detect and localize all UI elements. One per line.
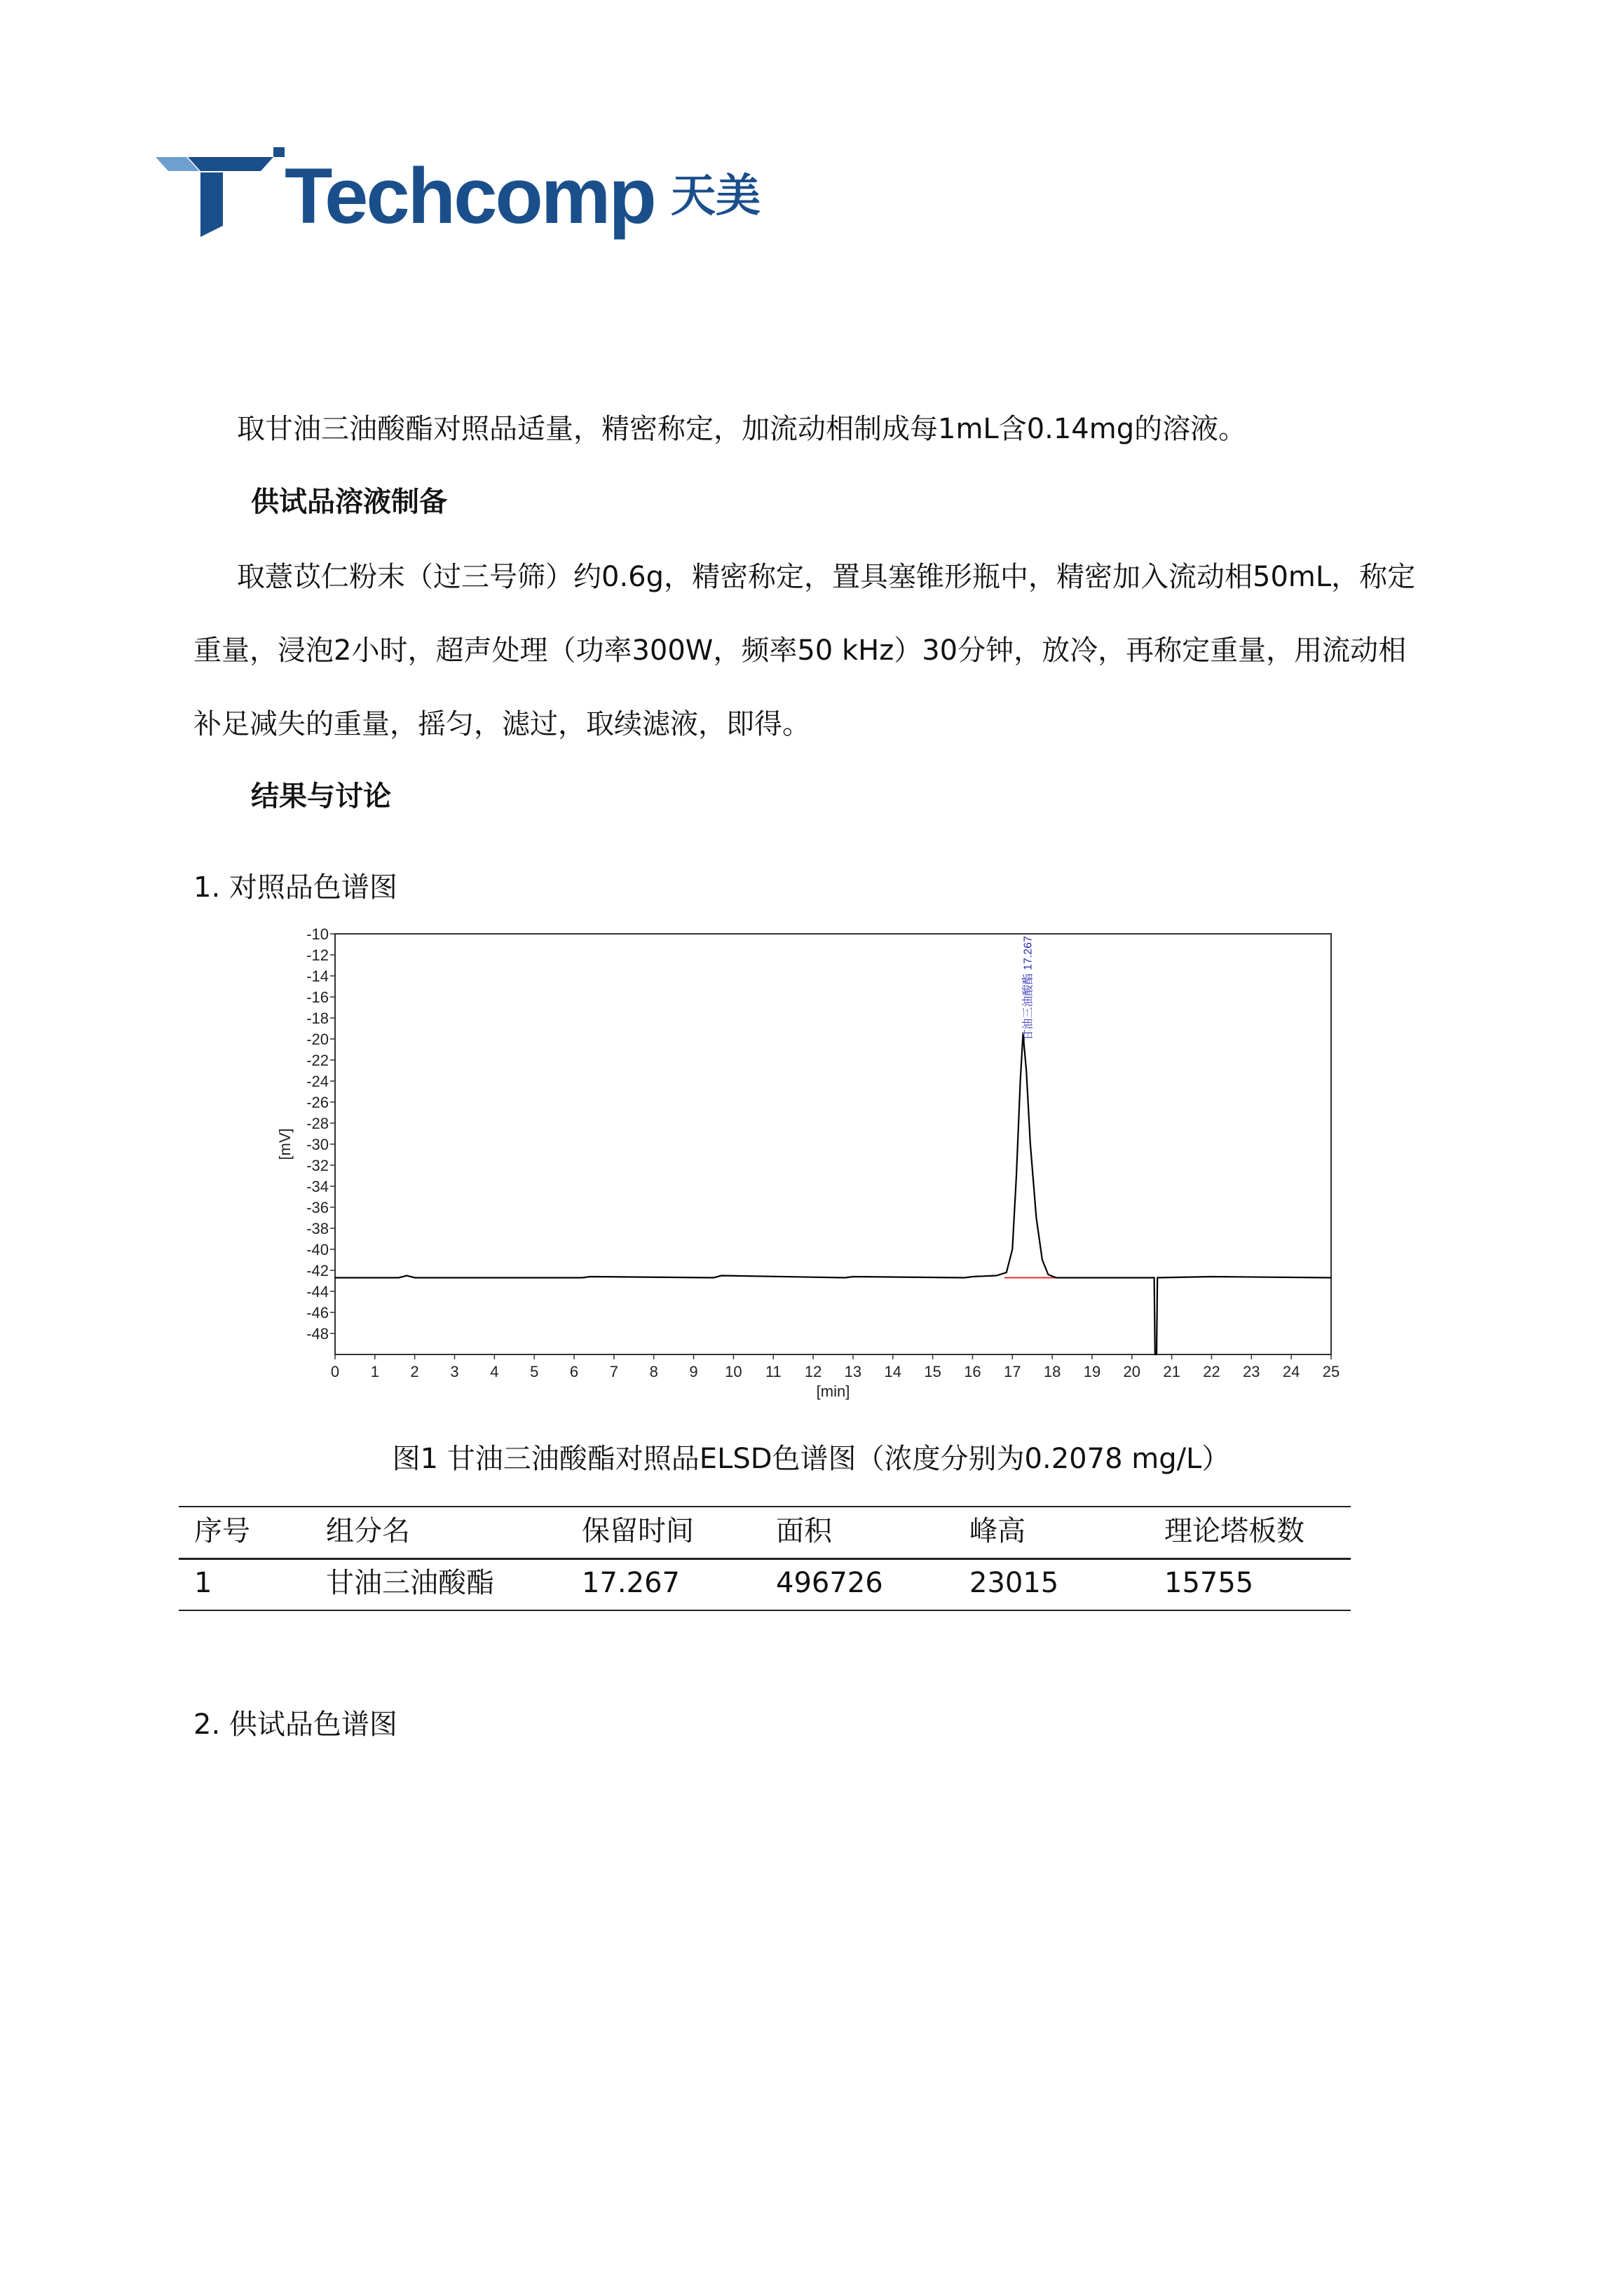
y-tick-label: -42	[306, 1262, 329, 1279]
table-cell: 甘油三油酸酯	[326, 1567, 494, 1599]
results-table	[179, 1506, 1351, 1610]
table-header-cell: 理论塔板数	[1164, 1515, 1304, 1547]
heading-sample-prep: 供试品溶液制备	[251, 486, 447, 518]
heading-results: 结果与讨论	[251, 780, 391, 813]
table-header-cell: 序号	[194, 1515, 250, 1547]
x-tick-label: 20	[1123, 1363, 1141, 1380]
y-tick-label: -24	[306, 1073, 329, 1090]
x-tick-label: 12	[804, 1363, 822, 1380]
paragraph-reference-prep: 取甘油三油酸酯对照品适量，精密称定，加流动相制成每1mL含0.14mg的溶液。	[237, 413, 1247, 445]
table-cell: 496726	[776, 1567, 883, 1599]
x-tick-label: 2	[410, 1363, 419, 1380]
logo-chinese: 天美	[671, 170, 761, 222]
x-tick-label: 0	[330, 1363, 340, 1380]
techcomp-logo	[156, 147, 786, 245]
table-header-cell: 峰高	[969, 1515, 1025, 1547]
y-tick-label: -34	[306, 1178, 329, 1195]
x-tick-label: 6	[569, 1363, 579, 1380]
table-body	[179, 1558, 1351, 1610]
x-tick-label: 15	[924, 1363, 941, 1380]
paragraph-sample-line2: 重量，浸泡2小时，超声处理（功率300W，频率50 kHz）30分钟，放冷，再称定重量，用流动相	[193, 634, 1407, 667]
x-tick-label: 7	[609, 1363, 619, 1380]
y-tick-label: -10	[306, 925, 329, 943]
chromatogram-chart	[278, 925, 1357, 1409]
techcomp-logo-mark-icon	[156, 147, 285, 238]
plot-frame	[335, 934, 1331, 1354]
table-cell: 17.267	[582, 1567, 680, 1599]
logo-wordmark: Techcomp	[285, 152, 655, 240]
x-tick-label: 4	[490, 1363, 499, 1380]
section-sample-chromatogram: 2. 供试品色谱图	[193, 1709, 397, 1741]
y-tick-label: -12	[306, 946, 329, 964]
y-tick-label: -30	[306, 1136, 329, 1153]
chromatogram-svg	[278, 925, 1357, 1409]
y-tick-label: -18	[306, 1010, 329, 1027]
table-header-row	[179, 1506, 1351, 1558]
figure-caption: 图1 甘油三油酸酯对照品ELSD色谱图（浓度分别为0.2078 mg/L）	[392, 1443, 1230, 1475]
y-tick-label: -28	[306, 1115, 329, 1132]
y-tick-label: -38	[306, 1220, 329, 1237]
y-tick-label: -22	[306, 1052, 329, 1069]
x-axis-label: [min]	[816, 1383, 850, 1400]
table-cell: 15755	[1164, 1567, 1254, 1599]
table-bottom-rule	[179, 1610, 1351, 1611]
paragraph-sample-line1: 取薏苡仁粉末（过三号筛）约0.6g，精密称定，置具塞锥形瓶中，精密加入流动相50mL，称定	[237, 561, 1416, 593]
x-tick-label: 1	[370, 1363, 379, 1380]
section-reference-chromatogram: 1. 对照品色谱图	[193, 871, 397, 904]
table-row	[179, 1558, 1351, 1610]
x-tick-label: 23	[1243, 1363, 1260, 1380]
x-tick-label: 19	[1083, 1363, 1101, 1380]
x-tick-label: 9	[689, 1363, 698, 1380]
x-tick-label: 5	[530, 1363, 539, 1380]
x-tick-label: 18	[1043, 1363, 1061, 1380]
y-tick-label: -40	[306, 1241, 329, 1258]
table-cell: 23015	[969, 1567, 1059, 1599]
x-tick-label: 10	[725, 1363, 742, 1380]
y-tick-label: -48	[306, 1325, 329, 1343]
x-tick-label: 13	[844, 1363, 862, 1380]
x-tick-label: 17	[1004, 1363, 1021, 1380]
x-tick-label: 21	[1163, 1363, 1180, 1380]
y-tick-label: -14	[306, 967, 329, 985]
x-tick-label: 22	[1203, 1363, 1220, 1380]
y-tick-label: -36	[306, 1199, 329, 1216]
y-tick-label: -26	[306, 1094, 329, 1111]
table-cell: 1	[194, 1567, 212, 1599]
x-tick-label: 25	[1322, 1363, 1340, 1380]
y-tick-label: -20	[306, 1031, 329, 1048]
x-tick-label: 14	[884, 1363, 902, 1380]
y-tick-label: -16	[306, 989, 329, 1006]
x-tick-label: 11	[765, 1363, 782, 1380]
x-tick-label: 3	[450, 1363, 459, 1380]
table-header-cell: 保留时间	[582, 1515, 694, 1547]
series-line	[335, 1034, 1331, 1355]
y-tick-label: -44	[306, 1283, 329, 1300]
y-axis-label: [mV]	[278, 1128, 294, 1160]
peak-label: 甘油三油酸酯 17.267	[1022, 936, 1035, 1041]
x-tick-label: 8	[649, 1363, 658, 1380]
paragraph-sample-line3: 补足减失的重量，摇匀，滤过，取续滤液，即得。	[193, 708, 810, 740]
table-header-cell: 组分名	[326, 1515, 410, 1547]
table-header-cell: 面积	[776, 1515, 832, 1547]
x-tick-label: 16	[964, 1363, 981, 1380]
y-tick-label: -46	[306, 1304, 329, 1322]
y-tick-label: -32	[306, 1157, 329, 1174]
x-tick-label: 24	[1282, 1363, 1300, 1380]
